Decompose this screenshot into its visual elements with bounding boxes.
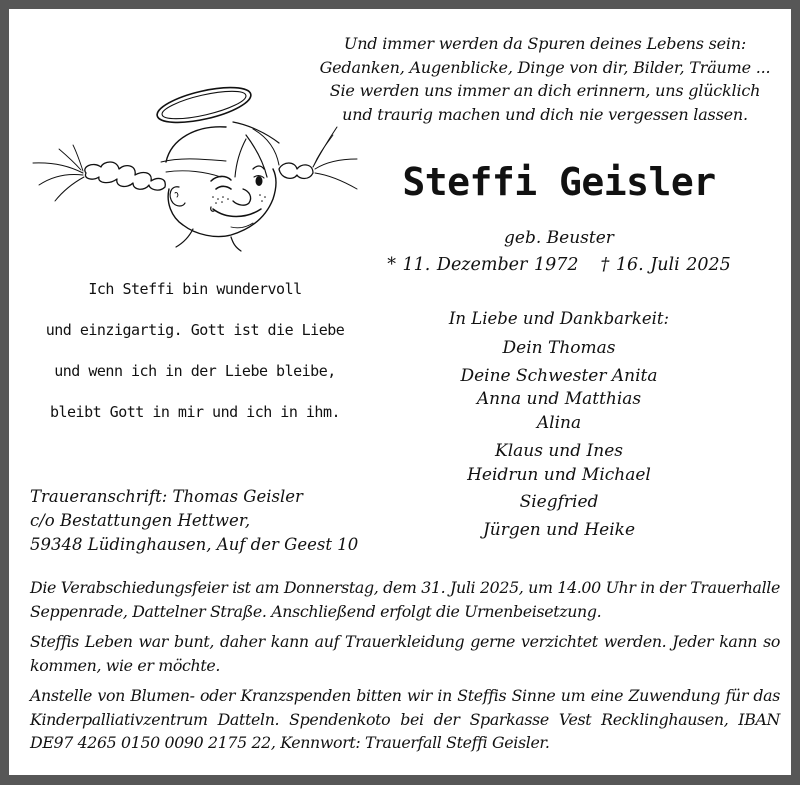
ceremony-paragraph: Die Verabschiedungsfeier ist am Donnerstag, dem 31. Juli 2025, um 14.00 Uhr in der Trauerhalle Seppenrade, Dattelner Straße. Anschließend erfolgt die Urnenbeisetzung. — [30, 578, 780, 621]
mourner-name: Dein Thomas — [502, 338, 616, 358]
quote-line: Und immer werden da Spuren deines Lebens sein: — [343, 34, 747, 53]
poem-line: bleibt Gott in mir und ich in ihm. — [49, 403, 341, 421]
quote-line: und traurig machen und dich nie vergessen lassen. — [342, 104, 748, 124]
mourner-name: Alina — [536, 412, 582, 433]
memorial-quote — [295, 32, 795, 126]
deceased-name: Steffi Geisler — [402, 160, 716, 204]
poem-line: Ich Steffi bin wundervoll — [88, 280, 302, 298]
address-line: Traueranschrift: Thomas Geisler — [30, 487, 303, 506]
dress-code-paragraph: Steffis Leben war bunt, daher kann auf Trauerkleidung gerne verzichtet werden. Jeder kann so kommen, wie er möchte. — [30, 632, 780, 675]
poem-line: und wenn ich in der Liebe bleibe, — [54, 362, 336, 380]
mourner-name: Siegfried — [519, 492, 599, 512]
death-date: † 16. Juli 2025 — [600, 255, 731, 275]
angel-girl-illustration-icon — [21, 77, 361, 257]
mourner-name: Heidrun und Michael — [467, 464, 651, 485]
notice-paragraphs — [30, 576, 780, 762]
poem — [25, 274, 365, 438]
mourners-label: In Liebe und Dankbarkeit: — [448, 309, 670, 328]
mourner-name: Anna und Matthias — [476, 389, 642, 409]
mourner-name: Deine Schwester Anita — [460, 365, 658, 386]
mourner-name: Jürgen und Heike — [482, 519, 636, 540]
life-dates — [339, 252, 779, 278]
poem-line: und einzigartig. Gott ist die Liebe — [45, 321, 345, 339]
birth-date: * 11. Dezember 1972 — [387, 255, 579, 275]
donation-paragraph: Anstelle von Blumen- oder Kranzspenden bitten wir in Steffis Sinne um eine Zuwendung für das Kinderpalliativzentrum Datteln. Spendenkoto bei der Sparkasse Vest Recklinghausen, IBAN DE97 4265 0150 0090 2175 22, Kennwort: Trauerfall Steffi Geisler. — [30, 686, 780, 752]
mourner-name: Klaus und Ines — [495, 441, 623, 461]
quote-line: Gedanken, Augenblicke, Dinge von dir, Bilder, Träume ... — [319, 57, 771, 77]
address-line: c/o Bestattungen Hettwer, — [30, 511, 251, 530]
maiden-name: geb. Beuster — [504, 228, 614, 248]
mourners-list — [339, 337, 779, 542]
quote-line: Sie werden uns immer an dich erinnern, uns glücklich — [329, 81, 761, 100]
mourning-address — [30, 485, 390, 557]
obituary-card — [9, 9, 791, 775]
address-line: 59348 Lüdinghausen, Auf der Geest 10 — [30, 535, 359, 554]
